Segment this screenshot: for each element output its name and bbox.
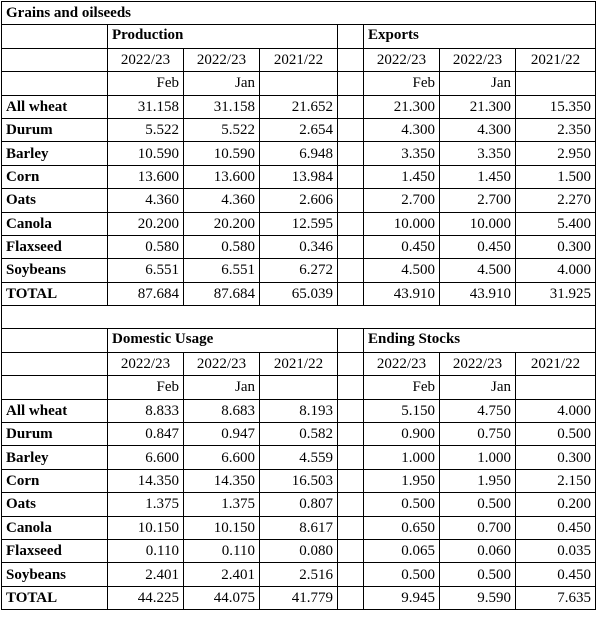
value-cell: 2.516: [260, 563, 338, 586]
section-header-right: Exports: [364, 25, 596, 48]
value-cell: 43.910: [364, 282, 440, 305]
gap-cell: [338, 539, 364, 562]
value-cell: 31.158: [184, 95, 260, 118]
gap-cell: [338, 189, 364, 212]
table-row: [2, 446, 596, 469]
value-cell: 6.948: [260, 142, 338, 165]
row-label: Corn: [2, 469, 108, 492]
value-cell: 1.000: [440, 446, 516, 469]
gap-cell: [338, 516, 364, 539]
value-cell: 65.039: [260, 282, 338, 305]
value-cell: 0.500: [440, 493, 516, 516]
value-cell: 1.450: [440, 165, 516, 188]
value-cell: 8.193: [260, 399, 338, 422]
label-spacer-cell: [2, 352, 108, 375]
table-row: [2, 423, 596, 446]
row-label: TOTAL: [2, 282, 108, 305]
value-cell: 0.060: [440, 539, 516, 562]
month-row: [2, 72, 596, 95]
gap-cell: [338, 212, 364, 235]
row-label: Barley: [2, 142, 108, 165]
month-label: Jan: [440, 72, 516, 95]
value-cell: 2.401: [108, 563, 184, 586]
value-cell: 2.700: [440, 189, 516, 212]
month-label: Jan: [184, 376, 260, 399]
value-cell: 7.635: [516, 586, 596, 609]
value-cell: 0.847: [108, 423, 184, 446]
table-row: [2, 212, 596, 235]
month-label: Feb: [108, 72, 184, 95]
value-cell: 15.350: [516, 95, 596, 118]
value-cell: 1.950: [440, 469, 516, 492]
row-label: TOTAL: [2, 586, 108, 609]
month-label: [516, 72, 596, 95]
title-row: [2, 2, 596, 25]
year-row: [2, 48, 596, 71]
row-label: All wheat: [2, 95, 108, 118]
gap-cell: [338, 399, 364, 422]
value-cell: 4.000: [516, 259, 596, 282]
row-label: Durum: [2, 118, 108, 141]
label-spacer-cell: [2, 376, 108, 399]
table-row: [2, 539, 596, 562]
value-cell: 4.500: [440, 259, 516, 282]
value-cell: 0.750: [440, 423, 516, 446]
year-label: 2022/23: [440, 352, 516, 375]
value-cell: 0.110: [184, 539, 260, 562]
value-cell: 0.700: [440, 516, 516, 539]
value-cell: 4.360: [184, 189, 260, 212]
table-row: [2, 118, 596, 141]
label-spacer-cell: [2, 72, 108, 95]
value-cell: 0.450: [516, 516, 596, 539]
value-cell: 16.503: [260, 469, 338, 492]
header-spacer-cell: [2, 25, 108, 48]
gap-cell: [338, 235, 364, 258]
value-cell: 4.360: [108, 189, 184, 212]
table-row: [2, 469, 596, 492]
value-cell: 5.522: [108, 118, 184, 141]
row-label: Barley: [2, 446, 108, 469]
section-header-left: Domestic Usage: [108, 329, 338, 352]
value-cell: 9.945: [364, 586, 440, 609]
value-cell: 3.350: [440, 142, 516, 165]
gap-cell: [338, 563, 364, 586]
value-cell: 6.600: [184, 446, 260, 469]
value-cell: 2.150: [516, 469, 596, 492]
table-row: [2, 493, 596, 516]
header-spacer-cell: [2, 329, 108, 352]
value-cell: 21.652: [260, 95, 338, 118]
value-cell: 8.683: [184, 399, 260, 422]
gap-cell: [338, 282, 364, 305]
value-cell: 44.225: [108, 586, 184, 609]
section-header-right: Ending Stocks: [364, 329, 596, 352]
value-cell: 0.110: [108, 539, 184, 562]
value-cell: 1.000: [364, 446, 440, 469]
table-row: [2, 235, 596, 258]
value-cell: 8.617: [260, 516, 338, 539]
value-cell: 4.750: [440, 399, 516, 422]
value-cell: 6.551: [184, 259, 260, 282]
value-cell: 0.580: [108, 235, 184, 258]
value-cell: 41.779: [260, 586, 338, 609]
value-cell: 0.500: [364, 563, 440, 586]
value-cell: 10.000: [364, 212, 440, 235]
row-label: Soybeans: [2, 563, 108, 586]
value-cell: 21.300: [440, 95, 516, 118]
month-label: Feb: [108, 376, 184, 399]
value-cell: 4.559: [260, 446, 338, 469]
table-row: [2, 586, 596, 609]
value-cell: 10.590: [184, 142, 260, 165]
year-label: 2022/23: [184, 48, 260, 71]
value-cell: 20.200: [108, 212, 184, 235]
value-cell: 1.950: [364, 469, 440, 492]
gap-cell: [338, 72, 364, 95]
value-cell: 44.075: [184, 586, 260, 609]
table-title: Grains and oilseeds: [2, 2, 596, 25]
value-cell: 6.600: [108, 446, 184, 469]
value-cell: 2.654: [260, 118, 338, 141]
table-row: [2, 516, 596, 539]
value-cell: 4.300: [440, 118, 516, 141]
table-row: [2, 189, 596, 212]
month-label: [516, 376, 596, 399]
month-label: [260, 376, 338, 399]
value-cell: 0.080: [260, 539, 338, 562]
year-label: 2022/23: [364, 48, 440, 71]
gap-cell: [338, 329, 364, 352]
table-row: [2, 399, 596, 422]
value-cell: 4.500: [364, 259, 440, 282]
section-spacer-row: [2, 306, 596, 329]
gap-cell: [338, 95, 364, 118]
value-cell: 10.150: [108, 516, 184, 539]
table-row: [2, 282, 596, 305]
value-cell: 20.200: [184, 212, 260, 235]
value-cell: 87.684: [184, 282, 260, 305]
value-cell: 12.595: [260, 212, 338, 235]
gap-cell: [338, 48, 364, 71]
gap-cell: [338, 493, 364, 516]
value-cell: 21.300: [364, 95, 440, 118]
value-cell: 13.600: [108, 165, 184, 188]
row-label: All wheat: [2, 399, 108, 422]
grains-oilseeds-table: [1, 1, 596, 610]
value-cell: 0.500: [516, 423, 596, 446]
gap-cell: [338, 259, 364, 282]
value-cell: 31.158: [108, 95, 184, 118]
value-cell: 9.590: [440, 586, 516, 609]
value-cell: 5.400: [516, 212, 596, 235]
value-cell: 0.900: [364, 423, 440, 446]
value-cell: 6.272: [260, 259, 338, 282]
year-label: 2022/23: [184, 352, 260, 375]
value-cell: 1.500: [516, 165, 596, 188]
row-label: Flaxseed: [2, 539, 108, 562]
gap-cell: [338, 165, 364, 188]
row-label: Oats: [2, 189, 108, 212]
row-label: Canola: [2, 516, 108, 539]
month-label: Jan: [184, 72, 260, 95]
value-cell: 1.450: [364, 165, 440, 188]
gap-cell: [338, 352, 364, 375]
table-body: [2, 2, 596, 610]
value-cell: 2.950: [516, 142, 596, 165]
value-cell: 0.300: [516, 446, 596, 469]
month-label: Feb: [364, 376, 440, 399]
gap-cell: [338, 25, 364, 48]
value-cell: 87.684: [108, 282, 184, 305]
value-cell: 13.984: [260, 165, 338, 188]
label-spacer-cell: [2, 48, 108, 71]
value-cell: 31.925: [516, 282, 596, 305]
value-cell: 0.300: [516, 235, 596, 258]
value-cell: 0.500: [364, 493, 440, 516]
value-cell: 2.700: [364, 189, 440, 212]
value-cell: 0.200: [516, 493, 596, 516]
section-header-row: [2, 329, 596, 352]
value-cell: 0.065: [364, 539, 440, 562]
year-label: 2022/23: [440, 48, 516, 71]
section-header-left: Production: [108, 25, 338, 48]
row-label: Soybeans: [2, 259, 108, 282]
value-cell: 2.401: [184, 563, 260, 586]
value-cell: 10.590: [108, 142, 184, 165]
row-label: Flaxseed: [2, 235, 108, 258]
value-cell: 0.450: [516, 563, 596, 586]
value-cell: 3.350: [364, 142, 440, 165]
value-cell: 2.350: [516, 118, 596, 141]
value-cell: 14.350: [108, 469, 184, 492]
value-cell: 0.580: [184, 235, 260, 258]
month-label: Feb: [364, 72, 440, 95]
value-cell: 2.270: [516, 189, 596, 212]
table-row: [2, 95, 596, 118]
value-cell: 1.375: [184, 493, 260, 516]
value-cell: 0.582: [260, 423, 338, 446]
value-cell: 5.150: [364, 399, 440, 422]
value-cell: 10.150: [184, 516, 260, 539]
year-row: [2, 352, 596, 375]
table-row: [2, 563, 596, 586]
value-cell: 6.551: [108, 259, 184, 282]
row-label: Durum: [2, 423, 108, 446]
value-cell: 0.807: [260, 493, 338, 516]
year-label: 2022/23: [364, 352, 440, 375]
value-cell: 13.600: [184, 165, 260, 188]
year-label: 2021/22: [516, 48, 596, 71]
value-cell: 43.910: [440, 282, 516, 305]
gap-cell: [338, 423, 364, 446]
year-label: 2021/22: [260, 48, 338, 71]
value-cell: 0.500: [440, 563, 516, 586]
year-label: 2022/23: [108, 48, 184, 71]
value-cell: 8.833: [108, 399, 184, 422]
value-cell: 14.350: [184, 469, 260, 492]
gap-cell: [338, 469, 364, 492]
value-cell: 0.650: [364, 516, 440, 539]
gap-cell: [338, 586, 364, 609]
value-cell: 4.000: [516, 399, 596, 422]
month-label: Jan: [440, 376, 516, 399]
table-row: [2, 165, 596, 188]
value-cell: 0.450: [364, 235, 440, 258]
value-cell: 2.606: [260, 189, 338, 212]
spacer-cell: [2, 306, 596, 329]
gap-cell: [338, 118, 364, 141]
month-row: [2, 376, 596, 399]
table-row: [2, 259, 596, 282]
month-label: [260, 72, 338, 95]
table-row: [2, 142, 596, 165]
value-cell: 10.000: [440, 212, 516, 235]
value-cell: 0.450: [440, 235, 516, 258]
row-label: Corn: [2, 165, 108, 188]
row-label: Oats: [2, 493, 108, 516]
value-cell: 1.375: [108, 493, 184, 516]
gap-cell: [338, 142, 364, 165]
gap-cell: [338, 446, 364, 469]
year-label: 2021/22: [260, 352, 338, 375]
year-label: 2021/22: [516, 352, 596, 375]
year-label: 2022/23: [108, 352, 184, 375]
section-header-row: [2, 25, 596, 48]
value-cell: 0.035: [516, 539, 596, 562]
value-cell: 5.522: [184, 118, 260, 141]
value-cell: 0.346: [260, 235, 338, 258]
gap-cell: [338, 376, 364, 399]
value-cell: 0.947: [184, 423, 260, 446]
row-label: Canola: [2, 212, 108, 235]
value-cell: 4.300: [364, 118, 440, 141]
